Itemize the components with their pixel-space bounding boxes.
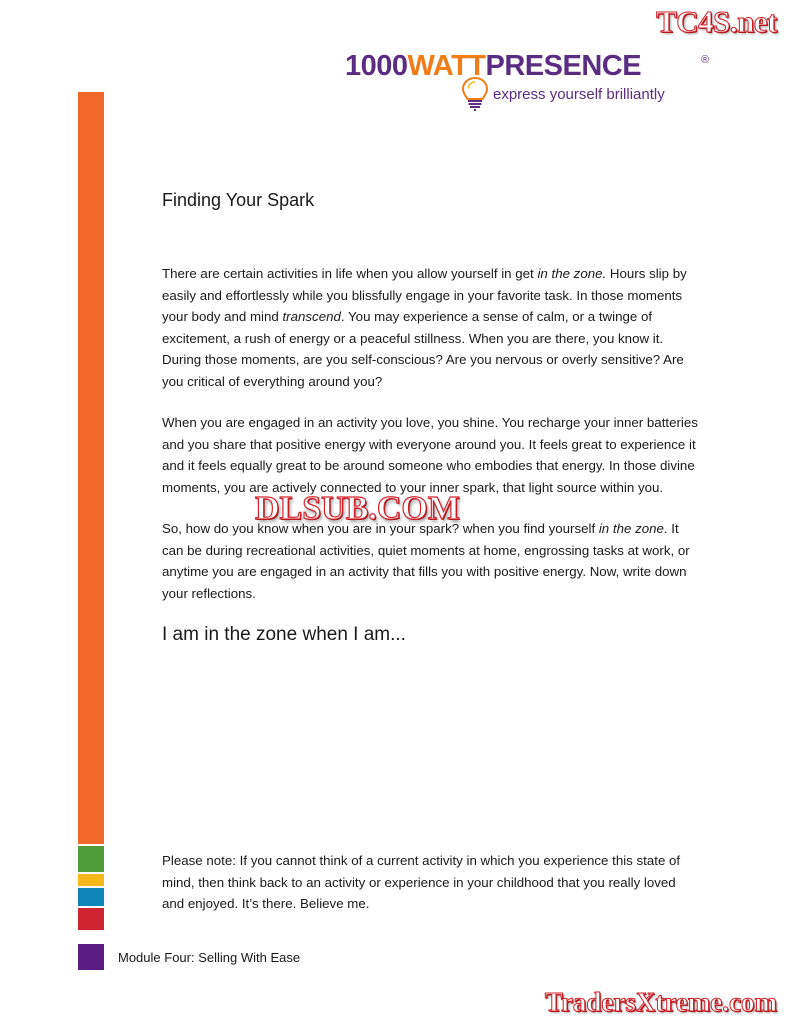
paragraph-1 [162, 263, 702, 392]
watermark-bottom-right: TradersXtreme.com [544, 987, 777, 1017]
paragraph-1-emphasis-b: transcend [282, 309, 341, 325]
document-body [162, 190, 702, 624]
watermark-center: DLSUB.COM [255, 490, 460, 527]
registered-mark: ® [701, 54, 710, 66]
sidebar-band-green [78, 846, 104, 872]
paragraph-1-emphasis-a: in the zone. [537, 266, 607, 281]
paragraph-1-text-b: Hours slip by easily and effortlessly while you blissfully engage in your favorite task. In those moments your body and mind [162, 266, 687, 325]
brand-presence: PRESENCE [485, 50, 642, 82]
watermark-top-right: TC4S.net [656, 4, 777, 39]
brand-logo-text [345, 50, 641, 83]
reflection-prompt: I am in the zone when I am... [162, 624, 406, 645]
sidebar-band-purple [78, 944, 104, 970]
brand-1000: 1000 [345, 50, 408, 82]
paragraph-2: When you are engaged in an activity you love, you shine. You recharge your inner batteries and you share that positive energy with everyone around you. It feels great to experience it and it feels equally great to be around someone who embodies that energy. In those divine moments, you are actively connected to your inner spark, that light source within you. [162, 415, 698, 495]
paragraph-3-text-a: So, how do you know when you are in your spark? when you find yourself [162, 521, 599, 537]
paragraph-1-text-c: . You may experience a sense of calm, or a twinge of excitement, a rush of energy or a peaceful stillness. When you are there, you know it. During those moments, are you self-conscious? Are you nervous or overly sensitive? Are you critical of everything around you? [162, 309, 684, 389]
sidebar-band-yellow [78, 874, 104, 886]
brand-watt: WATT [407, 50, 486, 82]
paragraph-3-emphasis-a: in the zone [598, 521, 664, 537]
lightbulb-icon [458, 76, 492, 112]
page-title: Finding Your Spark [162, 190, 315, 210]
brand-tagline: express yourself brilliantly [493, 86, 665, 103]
brand-logo [345, 42, 715, 112]
paragraph-3-text-b: . It can be during recreational activities, quiet moments at home, engrossing tasks at work, or anytime you are engaged in an activity that fills you with positive energy. Now, write down your reflections. [162, 521, 690, 601]
sidebar-band-red [78, 908, 104, 930]
footer-module-label: Module Four: Selling With Ease [118, 950, 301, 965]
sidebar-band-orange [78, 92, 104, 844]
please-note-text: Please note: If you cannot think of a current activity in which you experience this state of mind, then think back to an activity or experience in your childhood that you really loved and enjoyed. It’s there. Believe me. [162, 853, 681, 912]
sidebar-band-blue [78, 888, 104, 906]
paragraph-1-text-a: There are certain activities in life when you allow yourself in get [162, 266, 538, 281]
paragraph-3 [162, 518, 702, 604]
